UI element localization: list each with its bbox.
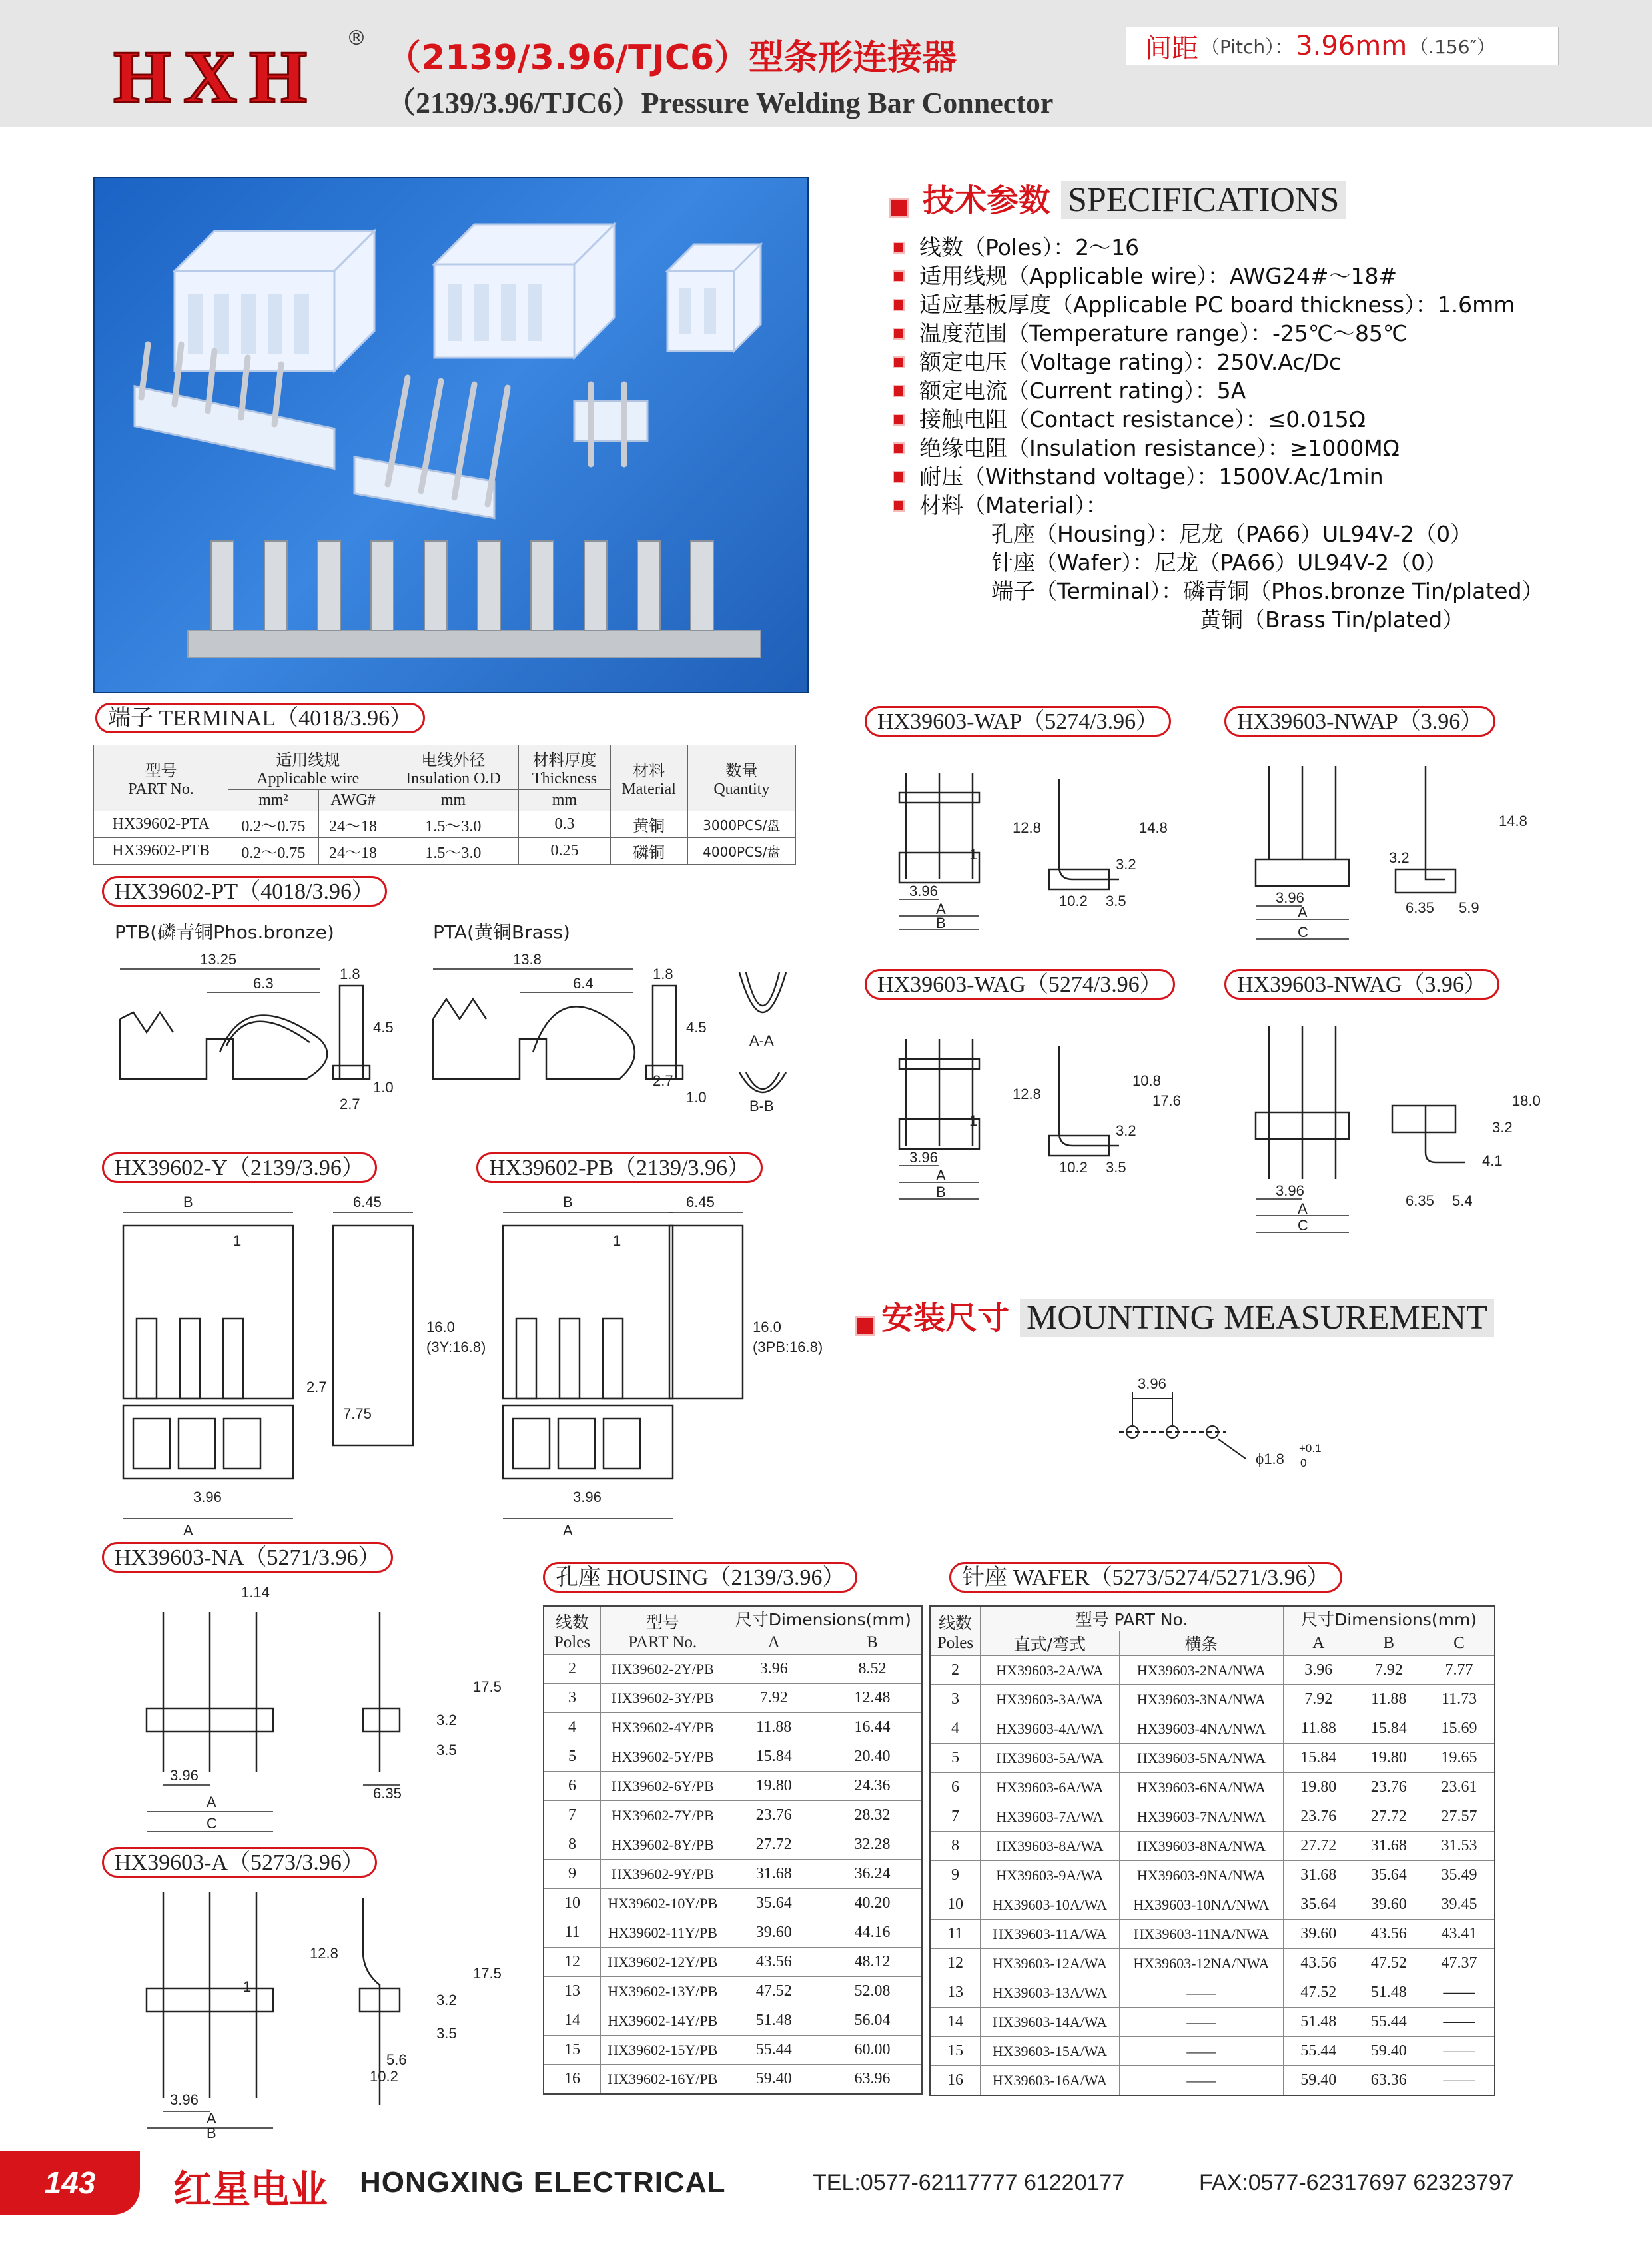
a-height3: 3.5 xyxy=(436,2025,457,2042)
registered-mark: ® xyxy=(346,27,366,50)
a-height1: 12.8 xyxy=(310,1945,338,1962)
terminal-label: 端子 TERMINAL（4018/3.96） xyxy=(95,703,425,733)
na-a-drawing xyxy=(113,1579,526,2138)
square-bullet-icon xyxy=(893,299,905,311)
table-row: 12 HX39603-12A/WA HX39603-12NA/NWA 43.56 47.52 47.37 xyxy=(930,1949,1495,1978)
square-bullet-icon xyxy=(893,242,905,254)
section-aa: A-A xyxy=(749,1032,774,1049)
a-pitch: 3.96 xyxy=(170,2091,199,2108)
terminal-table: 型号 PART No. 适用线规 Applicable wire 电线外径 Insulation O.D 材料厚度 Thickness 材料 Material 数量 Quantity mm² AWG# mm mm HX39602-PTA 0.2～0.75 24～18 1.5～3.0 0.3 黄铜 3000PCS/盘 HX39602-PTB 0.2～0.75 24～18 1.5～3.0 0.25 磷铜 4000PCS/盘 xyxy=(93,745,796,865)
wap-dim-b: B xyxy=(936,915,946,931)
col-thickness: 材料厚度 Thickness xyxy=(519,745,610,790)
spec-item: 绝缘电阻（Insulation resistance）：≥1000MΩ xyxy=(893,434,1625,462)
square-bullet-icon xyxy=(893,471,905,483)
pta-caption: PTA(黄铜Brass) xyxy=(433,921,570,943)
square-bullet-icon xyxy=(893,270,905,282)
nwap-d2: 5.9 xyxy=(1459,899,1479,916)
wag-h3: 17.6 xyxy=(1152,1092,1181,1109)
ptb-length: 13.25 xyxy=(200,951,237,968)
na-height2: 3.2 xyxy=(436,1712,457,1728)
ptb-width: 1.8 xyxy=(340,966,360,982)
na-depth: 6.35 xyxy=(373,1785,402,1802)
table-row: 15 HX39602-15Y/PB 55.44 60.00 xyxy=(544,2036,922,2065)
pt-label: HX39602-PT（4018/3.96） xyxy=(102,876,387,907)
section-bb: B-B xyxy=(749,1098,774,1112)
nwag-h3: 4.1 xyxy=(1482,1152,1503,1169)
pb-dim-b: B xyxy=(563,1194,573,1210)
pt-drawing xyxy=(107,946,826,1112)
table-row: 6 HX39603-6A/WA HX39603-6NA/NWA 19.80 23.76 23.61 xyxy=(930,1773,1495,1802)
pb-label: HX39602-PB（2139/3.96） xyxy=(476,1152,763,1183)
wag-dim-a: A xyxy=(936,1167,946,1184)
company-name-en: HONGXING ELECTRICAL xyxy=(360,2166,726,2199)
y-step: 2.7 xyxy=(306,1379,327,1395)
table-row: 16 HX39603-16A/WA —— 59.40 63.36 —— xyxy=(930,2066,1495,2096)
wap-dim-a: A xyxy=(936,901,946,917)
ptb-mid: 6.3 xyxy=(253,975,274,992)
table-row: 8 HX39602-8Y/PB 27.72 32.28 xyxy=(544,1830,922,1860)
material-housing: 孔座（Housing）：尼龙（PA66）UL94V-2（0） xyxy=(991,521,1473,547)
specs-heading-cn: 技术参数 xyxy=(923,182,1051,219)
nwag-label: HX39603-NWAG（3.96） xyxy=(1224,969,1499,1000)
pb-height-alt: (3PB:16.8) xyxy=(753,1339,823,1355)
wap-h2: 3.2 xyxy=(1116,856,1136,873)
a-d1: 5.6 xyxy=(386,2052,407,2068)
table-row: 10 HX39602-10Y/PB 35.64 40.20 xyxy=(544,1889,922,1918)
table-row: HX39602-PTA 0.2～0.75 24～18 1.5～3.0 0.3 黄铜 3000PCS/盘 xyxy=(94,811,796,838)
wafer-table: 线数 Poles 型号 PART No. 尺寸Dimensions(mm) 直式/弯式 横条 A B C 2 HX39603-2A/WA HX39603-2NA/NWA 3.96 7.92 7.77 3 HX39603-3A/WA HX39603-3NA/NWA 7.92 11.88 11.73 4 HX39603-4A/WA HX39603-4NA/NWA 11.88 15.84 15.69 5 HX39603-5A/WA HX39603-5NA/NWA 15.84 19.80 19.65 6 HX39603-6A/WA HX39603-6NA/NWA 19.80 23.76 23.61 7 HX39603-7A/WA HX39603-7NA/NWA 23.76 27.72 27.57 8 HX39603-8A/WA HX39603-8NA/NWA 27.72 31.68 31.53 9 HX39603-9A/WA HX39603-9NA/NWA 31.68 35.64 35.49 10 HX39603-10A/WA HX39603-10NA/NWA 35.64 39.60 39.45 11 HX39603-11A/WA HX39603-11NA/NWA 39.60 43.56 43.41 12 HX39603-12A/WA HX39603-12NA/NWA 43.56 47.52 47.37 13 HX39603-13A/WA —— 47.52 51.48 —— 14 HX39603-14A/WA —— 51.48 55.44 —— 15 HX39603-15A/WA —— 55.44 59.40 —— 16 HX39603-16A/WA —— 59.40 63.36 —— xyxy=(929,1605,1495,2096)
col-material: 材料 Material xyxy=(610,745,687,811)
table-row: 14 HX39603-14A/WA —— 51.48 55.44 —— xyxy=(930,2008,1495,2037)
ptb-caption: PTB(磷青铜Phos.bronze) xyxy=(115,921,334,943)
pta-width: 1.8 xyxy=(653,966,673,982)
wag-pitch: 3.96 xyxy=(909,1149,938,1166)
y-width: 6.45 xyxy=(353,1194,382,1210)
mounting-hole: ϕ1.8 xyxy=(1256,1451,1284,1467)
spec-item: 线数（Poles）：2～16 xyxy=(893,233,1625,262)
nwap-d1: 6.35 xyxy=(1406,899,1434,916)
table-row: 6 HX39602-6Y/PB 19.80 24.36 xyxy=(544,1772,922,1801)
table-row: 9 HX39602-9Y/PB 31.68 36.24 xyxy=(544,1860,922,1889)
a-height2: 3.2 xyxy=(436,1992,457,2008)
na-label: HX39603-NA（5271/3.96） xyxy=(102,1542,393,1573)
a-dim-a: A xyxy=(206,2110,216,2127)
mounting-heading-cn: 安装尺寸 xyxy=(881,1300,1010,1337)
pta-mid: 6.4 xyxy=(573,975,594,992)
product-photo xyxy=(93,177,809,693)
square-bullet-icon xyxy=(893,414,905,426)
nwap-dim-a: A xyxy=(1298,904,1308,921)
square-bullet-icon xyxy=(893,328,905,340)
spec-item: 适应基板厚度（Applicable PC board thickness）：1.6mm xyxy=(893,290,1625,319)
material-terminal-brass: 黄铜（Brass Tin/plated） xyxy=(1199,607,1465,633)
pta-height: 4.5 xyxy=(686,1019,707,1036)
col-part: 型号 PART No. xyxy=(94,745,228,811)
na-square: 1.14 xyxy=(241,1584,270,1601)
pitch-label-en: （Pitch）： xyxy=(1201,36,1294,58)
pb-height: 16.0 xyxy=(753,1319,781,1335)
nwag-d2: 5.4 xyxy=(1452,1192,1473,1209)
nwap-pitch: 3.96 xyxy=(1276,889,1304,906)
col-wire: 适用线规 Applicable wire xyxy=(228,745,388,790)
y-label: HX39602-Y（2139/3.96） xyxy=(102,1152,377,1183)
table-row: 5 HX39603-5A/WA HX39603-5NA/NWA 15.84 19.80 19.65 xyxy=(930,1744,1495,1773)
spec-item: 额定电压（Voltage rating）：250V.Ac/Dc xyxy=(893,348,1625,376)
table-row: 14 HX39602-14Y/PB 51.48 56.04 xyxy=(544,2006,922,2036)
nwag-height: 18.0 xyxy=(1512,1092,1541,1109)
mounting-heading-en: MOUNTING MEASUREMENT xyxy=(1020,1299,1494,1337)
wafer-drawings xyxy=(879,746,1565,1252)
connector-illustration xyxy=(95,178,807,692)
y-pin-one: 1 xyxy=(233,1232,242,1249)
wag-d1: 10.2 xyxy=(1059,1159,1088,1176)
mounting-pitch: 3.96 xyxy=(1138,1375,1166,1392)
page-number: 143 xyxy=(0,2151,140,2215)
spec-item: 额定电流（Current rating）：5A xyxy=(893,376,1625,405)
square-bullet-icon xyxy=(889,198,909,218)
square-bullet-icon xyxy=(893,356,905,368)
table-row: 7 HX39602-7Y/PB 23.76 28.32 xyxy=(544,1801,922,1830)
table-row: 4 HX39603-4A/WA HX39603-4NA/NWA 11.88 15.84 15.69 xyxy=(930,1714,1495,1744)
y-height-alt: (3Y:16.8) xyxy=(426,1339,486,1355)
table-row: 13 HX39602-13Y/PB 47.52 52.08 xyxy=(544,1977,922,2006)
pitch-label-cn: 间距 xyxy=(1145,33,1198,64)
pb-width: 6.45 xyxy=(686,1194,715,1210)
nwap-h2: 3.2 xyxy=(1389,849,1410,866)
y-pitch: 3.96 xyxy=(193,1489,222,1505)
square-bullet-icon xyxy=(893,385,905,397)
table-row: HX39602-PTB 0.2～0.75 24～18 1.5～3.0 0.25 磷铜 4000PCS/盘 xyxy=(94,838,796,865)
square-bullet-icon xyxy=(893,500,905,512)
wap-label: HX39603-WAP（5274/3.96） xyxy=(865,706,1171,737)
spec-item: 适用线规（Applicable wire）：AWG24#～18# xyxy=(893,262,1625,290)
a-label: HX39603-A（5273/3.96） xyxy=(102,1847,377,1878)
mounting-heading xyxy=(855,1292,1494,1338)
nwag-dim-c: C xyxy=(1298,1217,1308,1234)
table-row: 11 HX39603-11A/WA HX39603-11NA/NWA 39.60 43.56 43.41 xyxy=(930,1920,1495,1949)
pb-pin-one: 1 xyxy=(613,1232,621,1249)
housing-table: 线数 Poles 型号 PART No. 尺寸Dimensions(mm) A B 2 HX39602-2Y/PB 3.96 8.52 3 HX39602-3Y/PB 7.92 12.48 4 HX39602-4Y/PB 11.88 16.44 5 HX39602-5Y/PB 15.84 20.40 6 HX39602-6Y/PB 19.80 24.36 7 HX39602-7Y/PB 23.76 28.32 8 HX39602-8Y/PB 27.72 32.28 9 HX39602-9Y/PB 31.68 36.24 10 HX39602-10Y/PB 35.64 40.20 11 HX39602-11Y/PB 39.60 44.16 12 HX39602-12Y/PB 43.56 48.12 13 HX39602-13Y/PB 47.52 52.08 14 HX39602-14Y/PB 51.48 56.04 15 HX39602-15Y/PB 55.44 60.00 16 HX39602-16Y/PB 59.40 63.96 xyxy=(543,1605,923,2095)
wap-d2: 3.5 xyxy=(1106,893,1126,909)
mounting-tol-low: 0 xyxy=(1300,1457,1307,1469)
wap-pin-one: 1 xyxy=(969,846,978,863)
wag-d2: 3.5 xyxy=(1106,1159,1126,1176)
na-height: 17.5 xyxy=(473,1679,502,1695)
col-quantity: 数量 Quantity xyxy=(687,745,795,811)
a-d2: 10.2 xyxy=(370,2068,398,2085)
spec-item: 温度范围（Temperature range）：-25℃～85℃ xyxy=(893,319,1625,348)
material-terminal: 端子（Terminal）：磷青铜（Phos.bronze Tin/plated） xyxy=(991,578,1544,604)
table-row: 3 HX39602-3Y/PB 7.92 12.48 xyxy=(544,1684,922,1713)
brand-logo: HXH xyxy=(113,36,320,119)
telephone: TEL:0577-62117777 61220177 xyxy=(813,2170,1125,2195)
material-wafer: 针座（Wafer）：尼龙（PA66）UL94V-2（0） xyxy=(991,550,1447,575)
pta-base: 1.0 xyxy=(686,1089,707,1106)
table-row: 5 HX39602-5Y/PB 15.84 20.40 xyxy=(544,1742,922,1772)
y-height: 16.0 xyxy=(426,1319,455,1335)
table-row: 7 HX39603-7A/WA HX39603-7NA/NWA 23.76 27.72 27.57 xyxy=(930,1802,1495,1832)
pitch-inch: （.156″） xyxy=(1410,36,1495,58)
table-row: 15 HX39603-15A/WA —— 55.44 59.40 —— xyxy=(930,2037,1495,2066)
square-bullet-icon xyxy=(893,442,905,454)
na-pitch: 3.96 xyxy=(170,1767,199,1784)
table-row: 8 HX39603-8A/WA HX39603-8NA/NWA 27.72 31.68 31.53 xyxy=(930,1832,1495,1861)
spec-item: 耐压（Withstand voltage）：1500V.Ac/1min xyxy=(893,462,1625,491)
na-height3: 3.5 xyxy=(436,1742,457,1758)
nwag-h2: 3.2 xyxy=(1492,1119,1513,1136)
ptb-height: 4.5 xyxy=(373,1019,394,1036)
table-row: 9 HX39603-9A/WA HX39603-9NA/NWA 31.68 35.64 35.49 xyxy=(930,1861,1495,1890)
nwag-pitch: 3.96 xyxy=(1276,1182,1304,1199)
a-height: 17.5 xyxy=(473,1965,502,1982)
table-row: 16 HX39602-16Y/PB 59.40 63.96 xyxy=(544,2065,922,2095)
a-dim-b: B xyxy=(206,2125,216,2138)
pb-dim-a: A xyxy=(563,1522,573,1539)
specs-list xyxy=(893,233,1625,634)
pitch-box xyxy=(1126,27,1559,65)
pta-length: 13.8 xyxy=(513,951,542,968)
fax: FAX:0577-62317697 62323797 xyxy=(1199,2170,1514,2195)
pb-pitch: 3.96 xyxy=(573,1489,602,1505)
wap-height: 14.8 xyxy=(1139,819,1168,836)
na-dim-c: C xyxy=(206,1815,217,1832)
wag-dim-b: B xyxy=(936,1184,946,1200)
nwag-dim-a: A xyxy=(1298,1200,1308,1217)
table-row: 10 HX39603-10A/WA HX39603-10NA/NWA 35.64 39.60 39.45 xyxy=(930,1890,1495,1920)
wag-pin-one: 1 xyxy=(969,1112,978,1129)
table-row: 3 HX39603-3A/WA HX39603-3NA/NWA 7.92 11.88 11.73 xyxy=(930,1685,1495,1714)
wag-label: HX39603-WAG（5274/3.96） xyxy=(865,969,1175,1000)
pitch-value: 3.96mm xyxy=(1296,31,1408,61)
mounting-tol-up: +0.1 xyxy=(1299,1442,1322,1455)
y-depth: 7.75 xyxy=(343,1405,372,1422)
wag-h: 10.8 xyxy=(1132,1072,1161,1089)
wag-h1: 12.8 xyxy=(1013,1086,1041,1102)
table-row: 12 HX39602-12Y/PB 43.56 48.12 xyxy=(544,1948,922,1977)
y-dim-a: A xyxy=(183,1522,193,1539)
y-pb-drawing xyxy=(113,1192,826,1539)
table-row: 2 HX39603-2A/WA HX39603-2NA/NWA 3.96 7.92 7.77 xyxy=(930,1656,1495,1685)
square-bullet-icon xyxy=(855,1316,875,1336)
wafer-label: 针座 WAFER（5273/5274/5271/3.96） xyxy=(949,1562,1342,1593)
wag-h2: 3.2 xyxy=(1116,1122,1136,1139)
nwap-label: HX39603-NWAP（3.96） xyxy=(1224,706,1495,737)
spec-item: 接触电阻（Contact resistance）：≤0.015Ω xyxy=(893,405,1625,434)
pta-foot: 2.7 xyxy=(653,1072,673,1089)
company-name-cn: 红星电业 xyxy=(173,2167,328,2212)
wap-pitch: 3.96 xyxy=(909,883,938,899)
col-od: 电线外径 Insulation O.D xyxy=(388,745,519,790)
table-row: 4 HX39602-4Y/PB 11.88 16.44 xyxy=(544,1713,922,1742)
specs-heading xyxy=(889,175,1346,220)
ptb-foot: 2.7 xyxy=(340,1096,360,1112)
ptb-base: 1.0 xyxy=(373,1079,394,1096)
spec-item: 材料（Material）： xyxy=(893,491,1625,520)
specs-heading-en: SPECIFICATIONS xyxy=(1061,181,1346,219)
na-dim-a: A xyxy=(206,1794,216,1810)
wap-h1: 12.8 xyxy=(1013,819,1041,836)
nwap-height: 14.8 xyxy=(1499,813,1527,829)
title-cn: （2139/3.96/TJC6）型条形连接器 xyxy=(386,38,957,78)
table-row: 11 HX39602-11Y/PB 39.60 44.16 xyxy=(544,1918,922,1948)
mounting-drawing xyxy=(1106,1372,1359,1472)
table-row: 2 HX39602-2Y/PB 3.96 8.52 xyxy=(544,1655,922,1684)
wap-d1: 10.2 xyxy=(1059,893,1088,909)
housing-label: 孔座 HOUSING（2139/3.96） xyxy=(543,1562,857,1593)
title-en: （2139/3.96/TJC6）Pressure Welding Bar Connector xyxy=(386,87,1054,119)
table-row: 13 HX39603-13A/WA —— 47.52 51.48 —— xyxy=(930,1978,1495,2008)
nwap-dim-c: C xyxy=(1298,924,1308,940)
y-dim-b: B xyxy=(183,1194,193,1210)
a-pin-one: 1 xyxy=(243,1978,252,1995)
nwag-d1: 6.35 xyxy=(1406,1192,1434,1209)
